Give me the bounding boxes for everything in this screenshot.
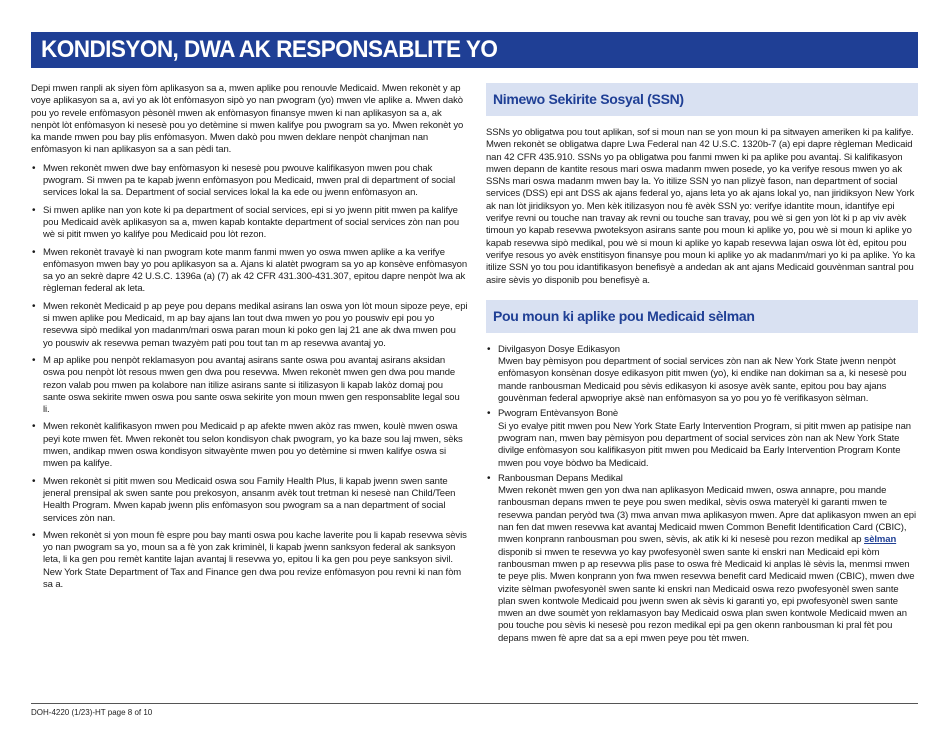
rights-list	[31, 163, 468, 592]
list-item: • Mwen rekonèt mwen dwe bay enfòmasyon ki nesesè pou pwouve kalifikasyon mwen pou chak pwogram. Si mwen pa te kapab jwenn enfòmasyon pou Medicaid, mwen pral di department of social services lokal la sa. Department of social services lokal la ka ede ou jwenn enfòmasyon an.	[31, 163, 468, 200]
list-item: • M ap aplike pou nenpòt reklamasyon pou avantaj asirans sante oswa pou avantaj asirans aksidan oswa pou nenpòt lòt resous mwen gen dwa pou resevwa. Mwen rekonèt mwen gen dwa pou mande rezon valab pou mwen pa kolabore nan itilize asirans sante si itilizasyon li kapab lakòz domaj pou sante oswa sekirite mwen oswa pou sante oswa sekirite yon moun mwen gen responsablite legal sou li.	[31, 355, 468, 416]
list-item	[486, 408, 918, 469]
footer-form-id: DOH-4220 (1/23)-HT page 8 of 10	[31, 708, 153, 717]
item-title: • Ranbousman Depans Medikal	[498, 472, 623, 484]
list-item	[486, 473, 918, 645]
list-item: • Mwen rekonèt kalifikasyon mwen pou Medicaid p ap afekte mwen akòz ras mwen, koulè mwen oswa peyi kote mwen fèt. Mwen rekonèt tou selon kondisyon chak pwogram, yo ka baze sou laj mwen, sèks mwen, andikap mwen oswa kondisyon sitwayènte mwen pou yo detèmine si mwen kalifye oswa si mwen pa kalifye.	[31, 421, 468, 470]
item-text-after: disponib si mwen te resevwa yo kay pwofesyonèl swen sante ki enskri nan Medicaid epi kòm ranbousman mwen p ap resevwa plis pase to oswa frè Medicaid ki anplas lè sèvis la, menmsi mwen te peye plis. Mwen konprann yon fwa mwen resevwa benefit card Medicaid mwen (CBIC), mwen dwe vizite sèlman pwofesyonèl swen sante ki enskri nan Medicaid oswa rezo pwofesyonèl swen sante plan swen kontwole Medicaid pou jwenn swen ak sèvis ki garanti yo, epi pwofesyonèl swen sante mwen an dwe soumèt yon reklamasyon bay Medicaid oswa plan swen kontwole Medicaid mwen an pou touche pou sèvis ki nesesè pou rezon medikal epi pa gen okenn ranbousman ki pral fèt pou depans mwen fè apre dat sa a epi mwen peye pou tèt mwen.	[498, 546, 915, 644]
page-title: KONDISYON, DWA AK RESPONSABLITE YO	[41, 36, 498, 63]
item-title: • Divilgasyon Dosye Edikasyon	[498, 343, 620, 355]
ssn-section-header	[486, 83, 918, 116]
left-column	[31, 83, 468, 596]
medicaid-section-header	[486, 300, 918, 333]
right-column	[486, 83, 918, 648]
ssn-heading: Nimewo Sekirite Sosyal (SSN)	[493, 91, 684, 108]
footer-divider	[31, 703, 918, 704]
list-item: • Mwen rekonèt travayè ki nan pwogram kote manm fanmi mwen yo oswa mwen aplike a ka verifye enfòmasyon mwen bay yo pou aplikasyon sa a. Ajans ki alatèt pwogram sa yo ap konsève enfòmasyon sa yo an sekrè dapre 42 U.S.C. 1396a (a) (7) ak 42 CFR 431.300-431.307, epitou dapre nenpòt lwa ak règleman federal ak leta.	[31, 247, 468, 296]
item-text: Mwen bay pèmisyon pou department of social services zòn nan ak New York State jwenn nenpòt enfòmasyon konsènan dosye edikasyon pitit mwen (yo), ki endike nan dokiman sa a, ki nesesè pou mande ranbousman Medicaid pou sèvis edikasyon ki asosye avèk sante, epitou pou bay ajans gouvènman federal apwopriye aksè nan enfòmasyon sa yo pou yo fè verifikasyon sèlman.	[498, 356, 907, 405]
list-item	[486, 344, 918, 405]
item-title: • Pwogram Entèvansyon Bonè	[498, 408, 619, 420]
item-text-before: Mwen rekonèt mwen gen yon dwa nan aplikasyon Medicaid mwen, oswa annapre, pou mande ranbousman depans mwen te peye pou swen medikal, sèvis oswa materyèl ki garanti mwen te resevwa pandan peryòd twa (3) mwa anvan mwa aplikasyon mwen. Apre dat aplikasyon mwen an epi nan fen dat mwen resevwa kat avantaj Medicaid mwen Common Benefit Identification Card (CBIC), mwen konprann ranbousman pou swen, sèvis, ak atik ki ki nesesè pou rezon medikal ap	[498, 485, 916, 546]
list-item: • Mwen rekonèt Medicaid p ap peye pou depans medikal asirans lan oswa yon lòt moun sipoze peye, epi si mwen aplike pou Medicaid, m ap bay ajans lan tout dwa mwen yo pou yo pouswiv epi pou yo resevwa sipò medikal yon madanm/mari oswa paran moun ki poko gen laj 21 ane ak dwa mwen pou yo pouswiv ak resevwa peman twazyèm pati pou tout tan m ap resevwa avantaj yo.	[31, 301, 468, 350]
ssn-paragraph: SSNs yo obligatwa pou tout aplikan, sof si moun nan se yon moun ki pa sitwayen ameriken ki pa kalifye. Mwen rekonèt se obligatwa dapre Lwa Federal nan 42 U.S.C. 1320b-7 (a) epi dapre règleman Medicaid nan 42 CFR 435.910. SSNs yo pa obligatwa pou fanmi mwen ki pa aplike pou avantaj. Si kalifikasyon mwen depann de kantite resous mari oswa madanm mwen posede, yo ka verifye resous mwen yo ak SSNs mari oswa madanm mwen bay la. Yo itilize SSN yo nan plizyè fason, nan department of social services (DSS) epi ant DSS ak ajans federal yo, ajans leta yo ak ajans lokal yo, nan jiridiksyon New York ak nan lòt jiridiksyon yo. Men kèk itilizasyon nou fè avèk SSN yo: verifye idantite moun, idantifye epi verifye revni ou touche nan travay ak revni ou touche san travay, pou wè si gen yon lòt ki p ap viv avèk timoun yo kapab resevwa pwoteksyon asirans sante pou moun ki aplike yo, pou wè si moun ki aplike yo kapab resevwa sipò medikal, pou wè si moun ki aplike yo kapab resevwa lajan oswa lòt èd, epitou pou verifye resous yo avèk enstitisyon finansye pou moun ki aplike yo ak madanm/mari yo ki pa aplike. Yo ka itilize SSN yo tou pou idantifikasyon benefisyè a andedan ak ant ajans Medicaid gouvènman santral pou asire sèvis yo disponib pou benefisyè a.	[486, 127, 916, 286]
title-bar	[31, 32, 918, 68]
list-item: • Si mwen aplike nan yon kote ki pa department of social services, epi si yo jwenn pitit mwen pa kalifye pou Medicaid avèk aplikasyon sa a, mwen kapab kontakte department of social services zòn nan pou wè si pitit mwen yo kalifye pou Medicaid pou lòt rezon.	[31, 205, 468, 242]
item-text: Si yo evalye pitit mwen pou New York State Early Intervention Program, si pitit mwen ap patisipe nan pwogram nan, mwen bay pèmisyon pou department of social services zòn nan ak New York State divilge enfòmasyon sou kalifikasyon pitit mwen pou Medicaid ba Early Intervention Program Konte mwen pou voye bòdwo ba Medicaid.	[498, 420, 911, 469]
list-item: • Mwen rekonèt si pitit mwen sou Medicaid oswa sou Family Health Plus, li kapab jwenn swen sante jeneral prensipal ak swen sante pou prekosyon, ansanm avèk tout tretman ki nesesè nan Child/Teen Health Program. Mwen kapab jwenn plis enfòmasyon sou pwogram sa a nan department of social services zòn nan.	[31, 476, 468, 525]
highlighted-word: sèlman	[864, 534, 897, 546]
list-item: • Mwen rekonèt si yon moun fè espre pou bay manti oswa pou kache laverite pou li kapab resevwa sèvis yo nan pwogram sa yo, moun sa a fè yon zak kriminèl, li kapab jwenn sanksyon federal ak sanksyon leta, li ka gen pou remèt kantite lajan avantaj li resevwa yo, epitou li ka gen pou peye sanksyon sivil. New York State Department of Tax and Finance gen dwa pou revize enfòmasyon pou revni ki nan fòm sa a.	[31, 530, 468, 591]
intro-paragraph: Depi mwen ranpli ak siyen fòm aplikasyon sa a, mwen aplike pou renouvle Medicaid. Mwen rekonèt y ap voye aplikasyon sa a, avi yo ak lòt enfòmasyon sipò yo nan pwogram (yo) mwen vle aplike a. Mwen dakò pou yo revele enfòmasyon pèsonèl mwen ak enfòmasyon finansye mwen ki nan aplikasyon sa a, ak nenpòt lòt enfòmasyon ki nesesè pou yo detèmine si mwen kalifye pou pwogram sa yo. Mwen rekonèt yo ka mande mwen pou bay plis enfòmasyon. Mwen dakò pou mwen deklare nenpòt chanjman nan enfòmasyon ki nan aplikasyon sa a san pèdi tan.	[31, 83, 464, 156]
medicaid-list	[486, 344, 918, 645]
medicaid-heading: Pou moun ki aplike pou Medicaid sèlman	[493, 308, 755, 325]
